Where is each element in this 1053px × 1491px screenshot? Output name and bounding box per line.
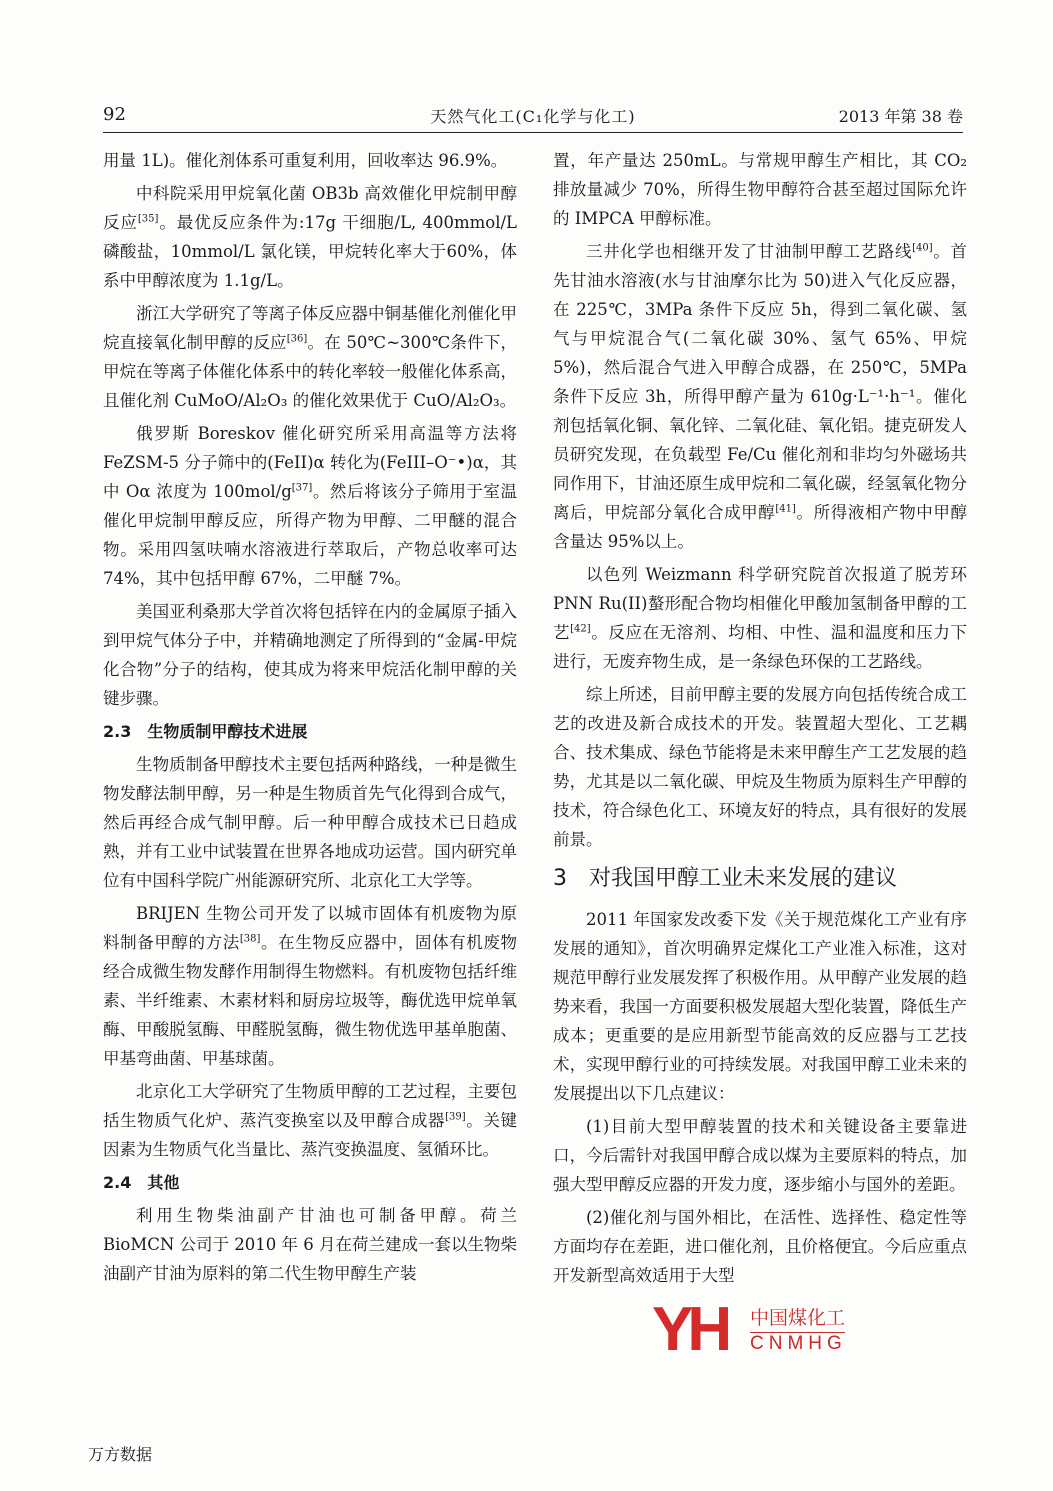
paragraph: 三井化学也相继开发了甘油制甲醇工艺路线[40]。首先甘油水溶液(水与甘油摩尔比为 50)进入气化反应器，在 225℃，3MPa 条件下反应 5h，得到二氧化碳、氢气与甲烷混合气(二氧化碳 30%、氢气 65%、甲烷 5%)，然后混合气进入甲醇合成器，在 250℃，5MPa 条件下反应 3h，所得甲醇产量为 610g·L⁻¹·h⁻¹。催化剂包括氧化铜、氧化锌、二氧化硅、氧化铝。捷克研发人员研究发现，在负载型 Fe/Cu 催化剂和非均匀外磁场共同作用下，甘油还原生成甲烷和二氧化碳，经氢氧化物分离后，甲烷部分氧化合成甲醇[41]。所得液相产物中甲醇含量达 95%以上。 [553, 242, 968, 551]
paragraph: 俄罗斯 Boreskov 催化研究所采用高温等方法将 FeZSM-5 分子筛中的(FeII)α 转化为(FeIII–O⁻•)α，其中 Oα 浓度为 100mol/g[37]。然后将该分子筛用于室温催化甲烷制甲醇反应，所得产物为甲醇、二甲醚的混合物。采用四氢呋喃水溶液进行萃取后，产物总收率可达 74%，其中包括甲醇 67%，二甲醚 7%。 [103, 424, 517, 588]
section-heading-2-4: 2.4 其他 [103, 1173, 180, 1192]
logo-english-text: CNMHG [750, 1333, 847, 1354]
paragraph: 以色列 Weizmann 科学研究院首次报道了脱芳环 PNN Ru(II)螯形配合物均相催化甲酸加氢制备甲醇的工艺[42]。反应在无溶剂、均相、中性、温和温度和压力下进行，无废弃物生成，是一条绿色环保的工艺路线。 [553, 565, 968, 671]
paragraph: 美国亚利桑那大学首次将包括锌在内的金属原子插入到甲烷气体分子中，并精确地测定了所得到的“金属-甲烷化合物”分子的结构，使其成为将来甲烷活化制甲醇的关键步骤。 [103, 602, 517, 708]
paragraph: (1)目前大型甲醇装置的技术和关键设备主要靠进口，今后需针对我国甲醇合成以煤为主要原料的特点，加强大型甲醇反应器的开发力度，逐步缩小与国外的差距。 [553, 1117, 967, 1194]
paragraph: 综上所述，目前甲醇主要的发展方向包括传统合成工艺的改进及新合成技术的开发。装置超大型化、工艺耦合、技术集成、绿色节能将是未来甲醇生产工艺发展的趋势，尤其是以二氧化碳、甲烷及生物质为原料生产甲醇的技术，符合绿色化工、环境友好的特点，具有很好的发展前景。 [553, 685, 967, 849]
paragraph: 用量 1L)。催化剂体系可重复利用，回收率达 96.9%。 [103, 151, 508, 170]
footer-source: 万方数据 [88, 1445, 153, 1464]
paragraph: 浙江大学研究了等离子体反应器中铜基催化剂催化甲烷直接氧化制甲醇的反应[36]。在 50℃~300℃条件下，甲烷在等离子体催化体系中的转化率较一般催化体系高，且催化剂 CuMoO/Al₂O₃ 的催化效果优于 CuO/Al₂O₃。 [103, 304, 517, 410]
citation: [35] [137, 213, 159, 225]
section-heading-3: 3 对我国甲醇工业未来发展的建议 [553, 866, 897, 891]
paragraph: BRIJEN 生物公司开发了以城市固体有机废物为原料制备甲醇的方法[38]。在生物反应器中，固体有机废物经合成微生物发酵作用制得生物燃料。有机废物包括纤维素、半纤维素、木素材料和厨房垃圾等，酶优选甲烷单氧酶、甲酸脱氢酶、甲醛脱氢酶，微生物优选甲基单胞菌、甲基弯曲菌、甲基球菌。 [103, 904, 518, 1068]
citation: [42] [570, 623, 591, 635]
citation: [36] [286, 333, 308, 345]
right-column [553, 146, 967, 1294]
paragraph: (2)催化剂与国外相比，在活性、选择性、稳定性等方面均存在差距，进口催化剂，且价格便宜。今后应重点开发新型高效适用于大型 [553, 1208, 967, 1285]
journal-title: 天然气化工(C₁化学与化工) [430, 107, 636, 126]
citation: [39] [445, 1111, 466, 1123]
volume-label: 2013 年第 38 卷 [838, 107, 963, 126]
paragraph: 置，年产量达 250mL。与常规甲醇生产相比，其 CO₂ 排放量减少 70%，所得生物甲醇符合甚至超过国际允许的 IMPCA 甲醇标准。 [553, 151, 967, 228]
watermark-logo [652, 1297, 864, 1365]
citation: [38] [239, 933, 261, 945]
citation: [41] [775, 503, 796, 515]
paragraph: 2011 年国家发改委下发《关于规范煤化工产业有序发展的通知》，首次明确界定煤化工产业准入标准，这对规范甲醇行业发展发挥了积极作用。从甲醇产业发展的趋势来看，我国一方面要积极发展超大型化装置，降低生产成本；更重要的是应用新型节能高效的反应器与工艺技术，实现甲醇行业的可持续发展。对我国甲醇工业未来的发展提出以下几点建议： [553, 910, 967, 1103]
running-header [103, 98, 963, 133]
left-column [103, 146, 517, 1292]
section-heading-2-3: 2.3 生物质制甲醇技术进展 [103, 722, 308, 741]
logo-chinese-text: 中国煤化工 [750, 1303, 845, 1333]
paragraph: 生物质制备甲醇技术主要包括两种路线，一种是微生物发酵法制甲醇，另一种是生物质首先气化得到合成气，然后再经合成气制甲醇。后一种甲醇合成技术已日趋成熟，并有工业中试装置在世界各地成功运营。国内研究单位有中国科学院广州能源研究所、北京化工大学等。 [103, 755, 517, 890]
page-number: 92 [103, 104, 126, 125]
paragraph: 利用生物柴油副产甘油也可制备甲醇。荷兰 BioMCN 公司于 2010 年 6 月在荷兰建成一套以生物柴油副产甘油为原料的第二代生物甲醇生产装 [103, 1206, 518, 1283]
citation: [40] [912, 242, 933, 254]
logo-mark: YH [652, 1295, 727, 1364]
paragraph: 北京化工大学研究了生物质甲醇的工艺过程，主要包括生物质气化炉、蒸汽变换室以及甲醇合成器[39]。关键因素为生物质气化当量比、蒸汽变换温度、氢循环比。 [103, 1082, 518, 1159]
paragraph: 中科院采用甲烷氧化菌 OB3b 高效催化甲烷制甲醇反应[35]。最优反应条件为:17g 干细胞/L, 400mmol/L 磷酸盐，10mmol/L 氯化镁，甲烷转化率大于60%，体系中甲醇浓度为 1.1g/L。 [103, 184, 517, 290]
citation: [37] [291, 482, 313, 494]
